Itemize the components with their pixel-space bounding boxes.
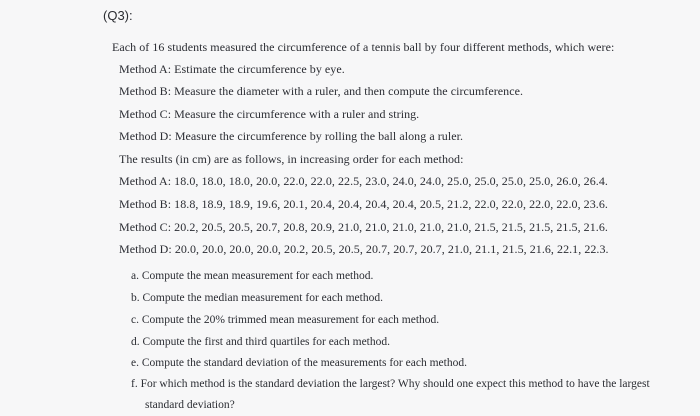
- results-method-b: Method B: 18.8, 18.9, 18.9, 19.6, 20.1, 20.4, 20.4, 20.4, 20.4, 20.5, 21.2, 22.0, 22.0, 22.0, 22.0, 23.6.: [119, 197, 608, 211]
- method-a-description: Method A: Estimate the circumference by eye.: [119, 62, 345, 76]
- task-c: c. Compute the 20% trimmed mean measurement for each method.: [131, 314, 440, 326]
- results-intro: The results (in cm) are as follows, in increasing order for each method:: [119, 152, 464, 166]
- task-d: d. Compute the first and third quartiles for each method.: [131, 336, 391, 348]
- results-method-a: Method A: 18.0, 18.0, 18.0, 20.0, 22.0, 22.0, 22.5, 23.0, 24.0, 24.0, 25.0, 25.0, 25.0, 25.0, 26.0, 26.4.: [119, 174, 608, 188]
- task-f-continued: standard deviation?: [145, 399, 235, 411]
- method-b-description: Method B: Measure the diameter with a ruler, and then compute the circumference.: [119, 84, 524, 98]
- results-method-d: Method D: 20.0, 20.0, 20.0, 20.0, 20.2, 20.5, 20.5, 20.7, 20.7, 20.7, 21.0, 21.1, 21.5, 21.6, 22.1, 22.3.: [119, 242, 609, 256]
- task-a: a. Compute the mean measurement for each method.: [131, 270, 374, 282]
- task-e: e. Compute the standard deviation of the measurements for each method.: [131, 357, 467, 369]
- task-b: b. Compute the median measurement for each method.: [131, 292, 383, 304]
- method-c-description: Method C: Measure the circumference with a ruler and string.: [119, 107, 420, 121]
- question-label: (Q3):: [103, 8, 133, 23]
- method-d-description: Method D: Measure the circumference by rolling the ball along a ruler.: [119, 129, 464, 143]
- intro-text: Each of 16 students measured the circumference of a tennis ball by four different methods, which were:: [112, 40, 615, 54]
- task-f: f. For which method is the standard deviation the largest? Why should one expect this method to have the largest: [131, 378, 650, 390]
- results-method-c: Method C: 20.2, 20.5, 20.5, 20.7, 20.8, 20.9, 21.0, 21.0, 21.0, 21.0, 21.0, 21.5, 21.5, 21.5, 21.5, 21.6.: [119, 220, 608, 234]
